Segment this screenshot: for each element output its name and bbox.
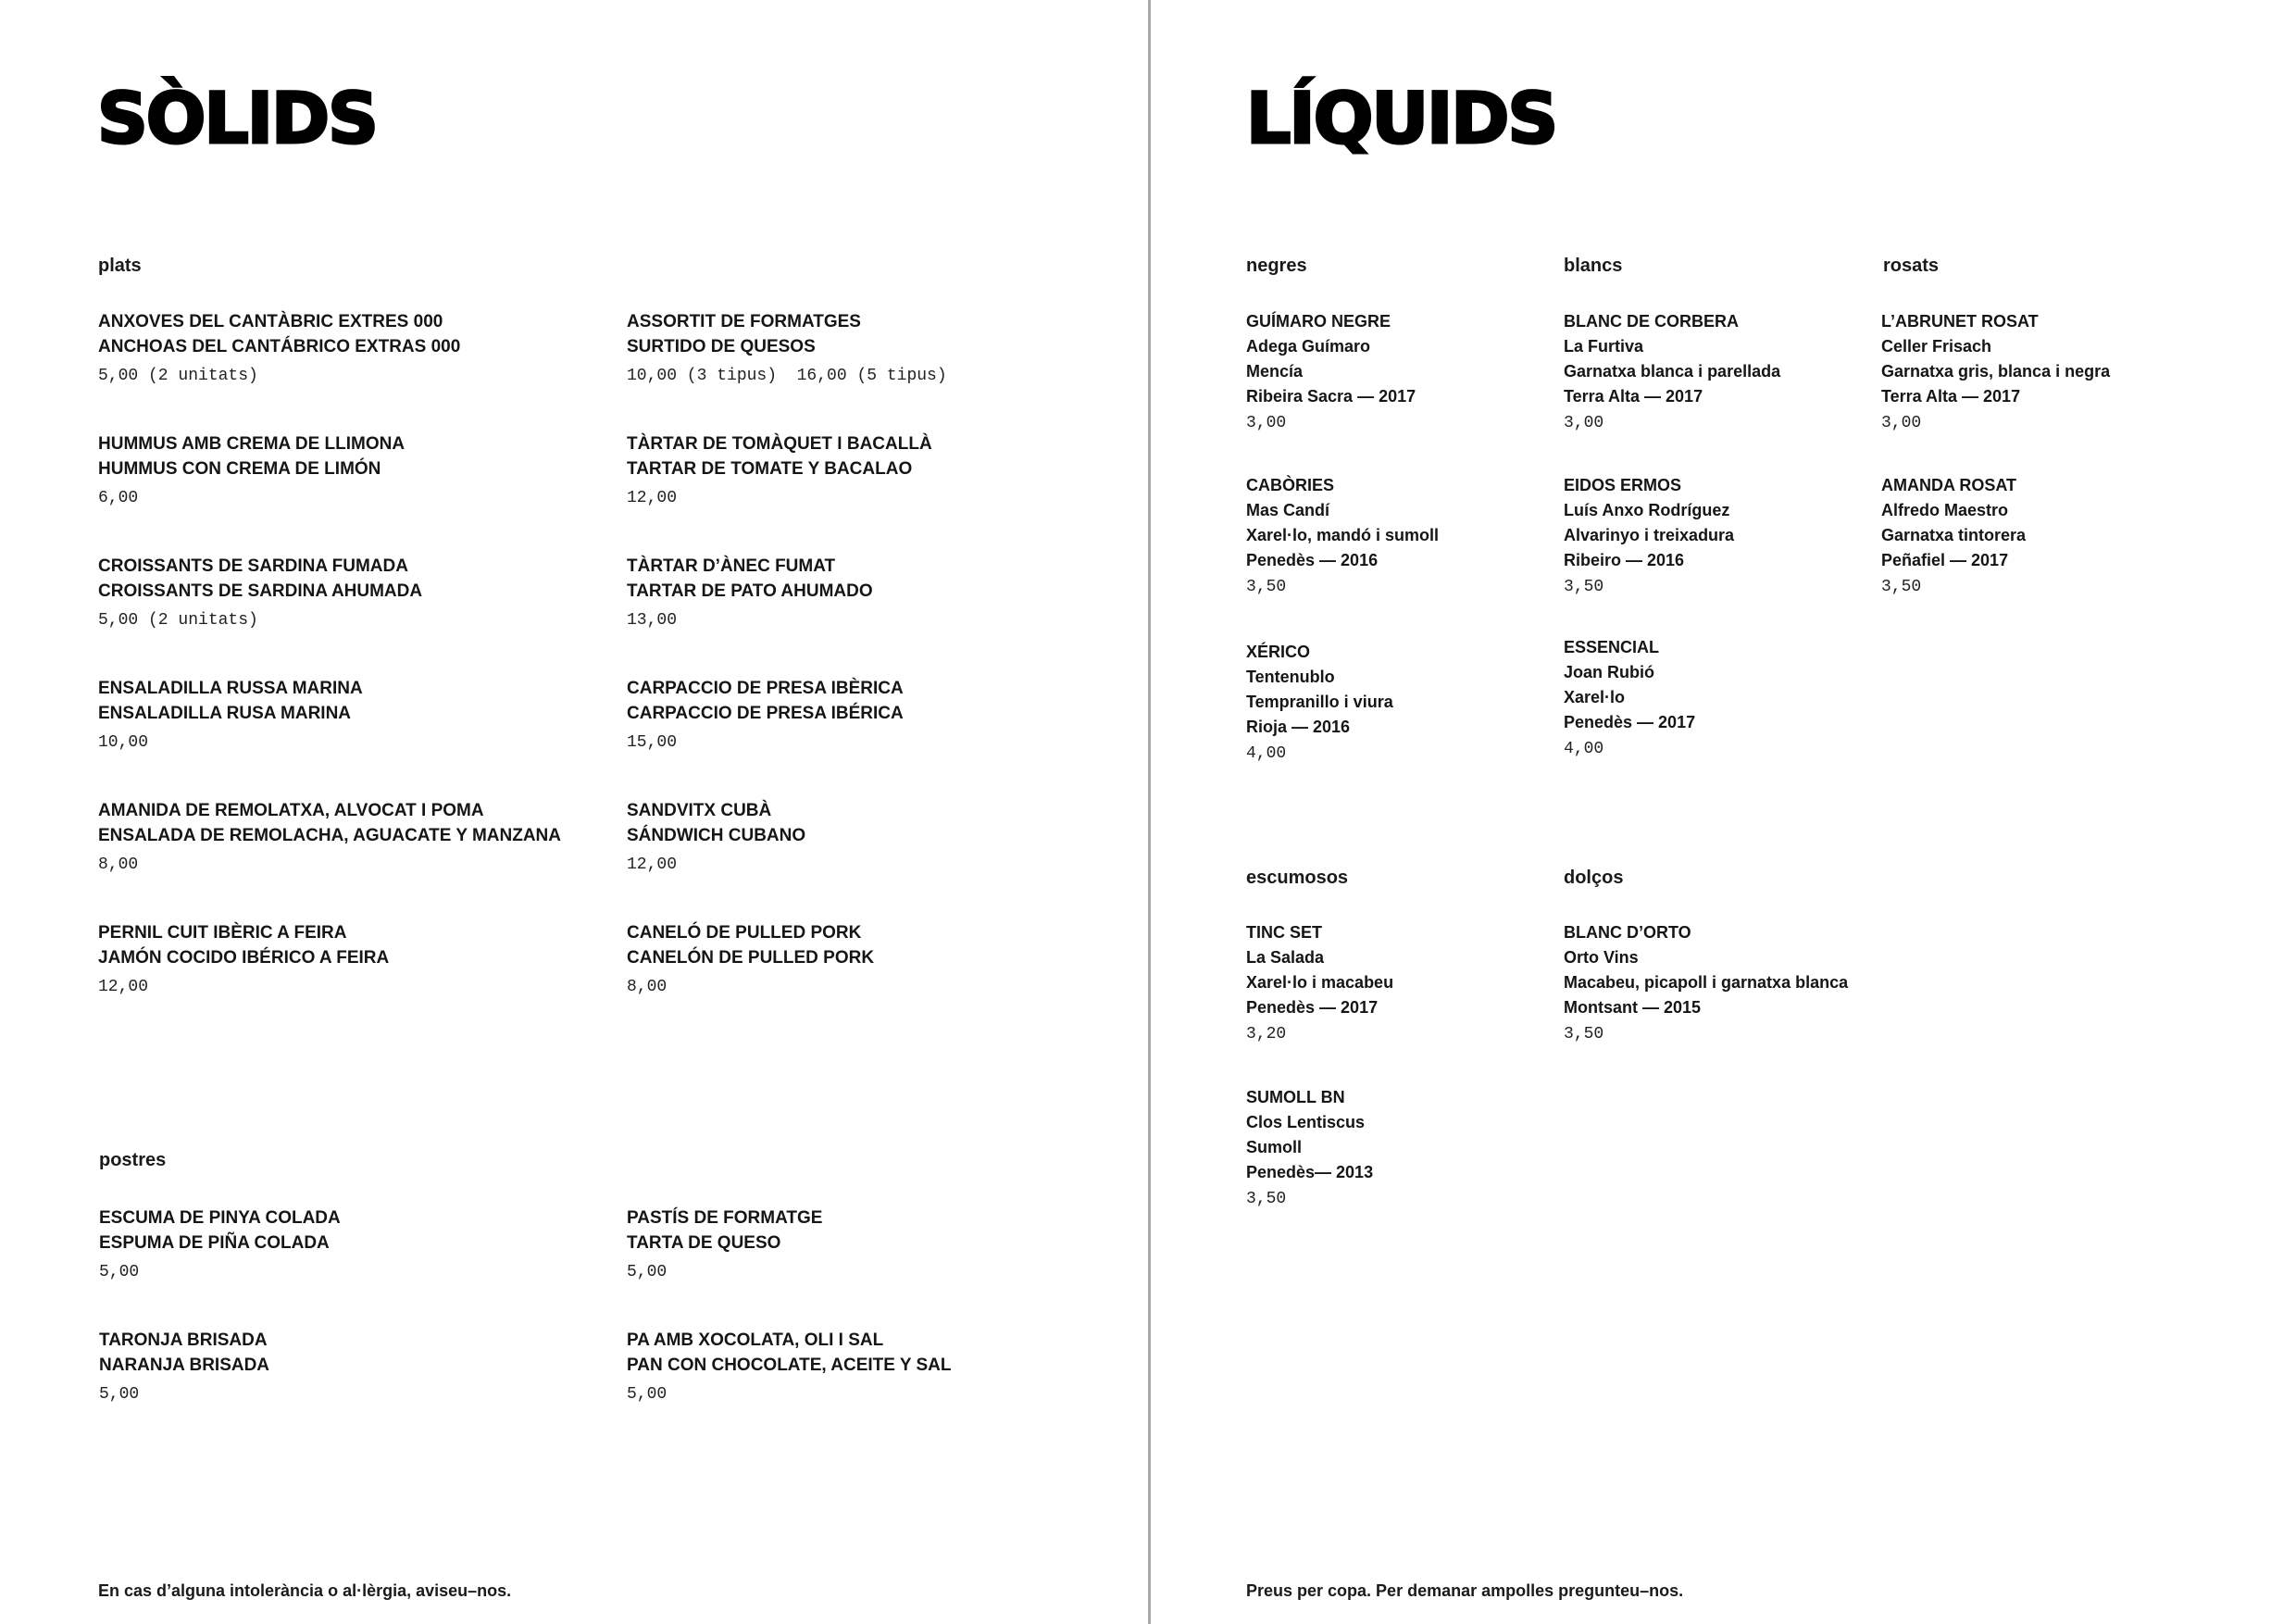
wine-producer: Celler Frisach	[1881, 337, 1992, 356]
wine-item	[1246, 920, 1542, 1043]
wine-grapes: Tempranillo i viura	[1246, 693, 1393, 711]
wine-origin: Rioja — 2016	[1246, 718, 1351, 736]
solids-title: SÒLIDS	[97, 77, 377, 159]
wine-grapes: Xarel·lo i macabeu	[1246, 973, 1394, 992]
wine-name: GUÍMARO NEGRE	[1246, 312, 1391, 331]
wine-origin: Ribeiro — 2016	[1564, 551, 1685, 569]
plat-item	[98, 431, 617, 507]
plat-item	[98, 798, 617, 874]
plats-section-title: plats	[98, 256, 142, 276]
wine-name: ESSENCIAL	[1564, 638, 1660, 656]
dish-name-ca: TÀRTAR DE TOMÀQUET I BACALLÀ	[627, 434, 932, 454]
dish-name-ca: ENSALADILLA RUSSA MARINA	[98, 679, 363, 698]
dish-name-es: ENSALADILLA RUSA MARINA	[98, 704, 352, 723]
dish-name-es: CANELÓN DE PULLED PORK	[627, 948, 875, 968]
dish-price: 15,00	[627, 733, 678, 752]
wine-name: CABÒRIES	[1246, 476, 1335, 494]
dish-name-ca: ANXOVES DEL CANTÀBRIC EXTRES 000	[98, 312, 443, 331]
dish-price: 6,00	[98, 489, 139, 507]
wine-price: 3,50	[1246, 578, 1287, 596]
wine-price: 3,00	[1246, 414, 1287, 432]
wine-price: 3,50	[1564, 578, 1604, 596]
plat-item	[627, 920, 1145, 996]
wine-name: TINC SET	[1246, 923, 1323, 942]
wine-price: 3,00	[1881, 414, 1922, 432]
wine-producer: La Furtiva	[1564, 337, 1644, 356]
wine-producer: Orto Vins	[1564, 948, 1639, 967]
dish-price: 12,00	[627, 856, 678, 874]
postre-item	[99, 1328, 618, 1404]
dish-name-ca: PASTÍS DE FORMATGE	[627, 1208, 823, 1228]
wine-item	[1246, 473, 1542, 596]
dish-name-es: JAMÓN COCIDO IBÉRICO A FEIRA	[98, 948, 390, 968]
wine-origin: Penedès — 2016	[1246, 551, 1379, 569]
dish-price: 5,00 (2 unitats)	[98, 611, 258, 630]
price-note: Preus per copa. Per demanar ampolles pregunteu–nos.	[1246, 1581, 1684, 1600]
dish-price: 12,00	[98, 978, 149, 996]
postre-item	[99, 1206, 618, 1281]
wine-producer: Joan Rubió	[1564, 663, 1654, 681]
dish-name-ca: SANDVITX CUBÀ	[627, 801, 772, 820]
dish-name-es: SURTIDO DE QUESOS	[627, 337, 816, 356]
wine-price: 3,50	[1564, 1025, 1604, 1043]
plat-item	[627, 798, 1145, 874]
liquids-title: LÍQUIDS	[1246, 77, 1557, 159]
wine-item	[1881, 473, 2177, 596]
rosats-section-title: rosats	[1883, 256, 1940, 276]
wine-grapes: Alvarinyo i treixadura	[1564, 526, 1735, 544]
wine-name: EIDOS ERMOS	[1564, 476, 1682, 494]
wine-item	[1564, 635, 1860, 758]
dish-price: 5,00 (2 unitats)	[98, 367, 258, 385]
blancs-section-title: blancs	[1564, 256, 1623, 276]
wine-name: XÉRICO	[1246, 643, 1311, 661]
negres-section-title: negres	[1246, 256, 1307, 276]
plat-item	[627, 309, 1145, 385]
dish-price: 13,00	[627, 611, 678, 630]
dish-name-es: NARANJA BRISADA	[99, 1355, 270, 1375]
wine-price: 4,00	[1564, 740, 1604, 758]
wine-producer: Adega Guímaro	[1246, 337, 1371, 356]
dish-name-es: TARTA DE QUESO	[627, 1233, 781, 1253]
dish-name-es: ANCHOAS DEL CANTÁBRICO EXTRAS 000	[98, 337, 461, 356]
dish-price: 5,00	[627, 1263, 668, 1281]
wine-name: BLANC D’ORTO	[1564, 923, 1691, 942]
dish-name-es: HUMMUS CON CREMA DE LIMÓN	[98, 459, 381, 479]
plat-item	[98, 676, 617, 752]
page-divider	[1148, 0, 1151, 1624]
dish-name-ca: CARPACCIO DE PRESA IBÈRICA	[627, 679, 904, 698]
plat-item	[98, 309, 617, 385]
wine-item	[1881, 309, 2177, 432]
wine-item	[1564, 309, 1860, 432]
wine-price: 3,50	[1881, 578, 1922, 596]
dish-name-es: SÁNDWICH CUBANO	[627, 826, 806, 845]
wine-grapes: Macabeu, picapoll i garnatxa blanca	[1564, 973, 1849, 992]
dish-name-ca: TARONJA BRISADA	[99, 1330, 268, 1350]
dish-name-es: TARTAR DE TOMATE Y BACALAO	[627, 459, 913, 479]
plat-item	[627, 431, 1145, 507]
wine-item	[1564, 920, 1915, 1043]
wine-grapes: Xarel·lo, mandó i sumoll	[1246, 526, 1440, 544]
wine-item	[1246, 309, 1542, 432]
wine-origin: Terra Alta — 2017	[1881, 387, 2021, 406]
wine-name: L’ABRUNET ROSAT	[1881, 312, 2039, 331]
dish-price: 10,00	[98, 733, 149, 752]
wine-grapes: Garnatxa tintorera	[1881, 526, 2027, 544]
wine-origin: Penedès— 2013	[1246, 1163, 1374, 1181]
dolcos-section-title: dolços	[1564, 868, 1624, 888]
wine-origin: Peñafiel — 2017	[1881, 551, 2009, 569]
dish-name-es: ESPUMA DE PIÑA COLADA	[99, 1233, 330, 1253]
wine-origin: Penedès — 2017	[1564, 713, 1696, 731]
dish-name-ca: AMANIDA DE REMOLATXA, ALVOCAT I POMA	[98, 801, 484, 820]
wine-producer: La Salada	[1246, 948, 1325, 967]
wine-price: 3,20	[1246, 1025, 1287, 1043]
wine-grapes: Garnatxa gris, blanca i negra	[1881, 362, 2111, 381]
dish-name-ca: CROISSANTS DE SARDINA FUMADA	[98, 556, 408, 576]
allergy-note: En cas d’alguna intolerància o al·lèrgia, aviseu–nos.	[98, 1581, 512, 1600]
dish-name-es: CARPACCIO DE PRESA IBÉRICA	[627, 704, 904, 723]
wine-item	[1246, 640, 1542, 763]
dish-name-es: ENSALADA DE REMOLACHA, AGUACATE Y MANZANA	[98, 826, 561, 845]
dish-price: 5,00	[99, 1385, 140, 1404]
wine-producer: Tentenublo	[1246, 668, 1335, 686]
dish-name-ca: CANELÓ DE PULLED PORK	[627, 923, 862, 943]
dish-price: 5,00	[99, 1263, 140, 1281]
wine-price: 3,50	[1246, 1190, 1287, 1208]
dish-name-es: CROISSANTS DE SARDINA AHUMADA	[98, 581, 423, 601]
dish-name-ca: ESCUMA DE PINYA COLADA	[99, 1208, 341, 1228]
wine-origin: Terra Alta — 2017	[1564, 387, 1703, 406]
wine-origin: Penedès — 2017	[1246, 998, 1379, 1017]
dish-name-es: TARTAR DE PATO AHUMADO	[627, 581, 873, 601]
wine-name: SUMOLL BN	[1246, 1088, 1345, 1106]
dish-name-ca: PERNIL CUIT IBÈRIC A FEIRA	[98, 923, 347, 943]
dish-name-es: PAN CON CHOCOLATE, ACEITE Y SAL	[627, 1355, 952, 1375]
wine-price: 4,00	[1246, 744, 1287, 763]
dish-price: 5,00	[627, 1385, 668, 1404]
wine-origin: Ribeira Sacra — 2017	[1246, 387, 1416, 406]
escumosos-section-title: escumosos	[1246, 868, 1349, 888]
dish-price: 10,00 (3 tipus) 16,00 (5 tipus)	[627, 367, 947, 385]
plat-item	[98, 920, 617, 996]
postres-section-title: postres	[99, 1150, 167, 1170]
dish-price: 12,00	[627, 489, 678, 507]
wine-grapes: Mencía	[1246, 362, 1304, 381]
plat-item	[627, 676, 1145, 752]
wine-price: 3,00	[1564, 414, 1604, 432]
wine-name: AMANDA ROSAT	[1881, 476, 2016, 494]
wine-grapes: Xarel·lo	[1564, 688, 1626, 706]
dish-price: 8,00	[627, 978, 668, 996]
postre-item	[627, 1328, 1145, 1404]
wine-grapes: Garnatxa blanca i parellada	[1564, 362, 1781, 381]
dish-price: 8,00	[98, 856, 139, 874]
wine-name: BLANC DE CORBERA	[1564, 312, 1739, 331]
plat-item	[627, 554, 1145, 630]
wine-producer: Mas Candí	[1246, 501, 1330, 519]
wine-item	[1246, 1085, 1542, 1208]
postre-item	[627, 1206, 1145, 1281]
dish-name-ca: PA AMB XOCOLATA, OLI I SAL	[627, 1330, 884, 1350]
wine-producer: Clos Lentiscus	[1246, 1113, 1366, 1131]
wine-origin: Montsant — 2015	[1564, 998, 1702, 1017]
dish-name-ca: HUMMUS AMB CREMA DE LLIMONA	[98, 434, 406, 454]
dish-name-ca: TÀRTAR D’ÀNEC FUMAT	[627, 556, 836, 576]
wine-item	[1564, 473, 1860, 596]
plat-item	[98, 554, 617, 630]
wine-producer: Alfredo Maestro	[1881, 501, 2009, 519]
wine-grapes: Sumoll	[1246, 1138, 1303, 1156]
wine-producer: Luís Anxo Rodríguez	[1564, 501, 1730, 519]
dish-name-ca: ASSORTIT DE FORMATGES	[627, 312, 861, 331]
